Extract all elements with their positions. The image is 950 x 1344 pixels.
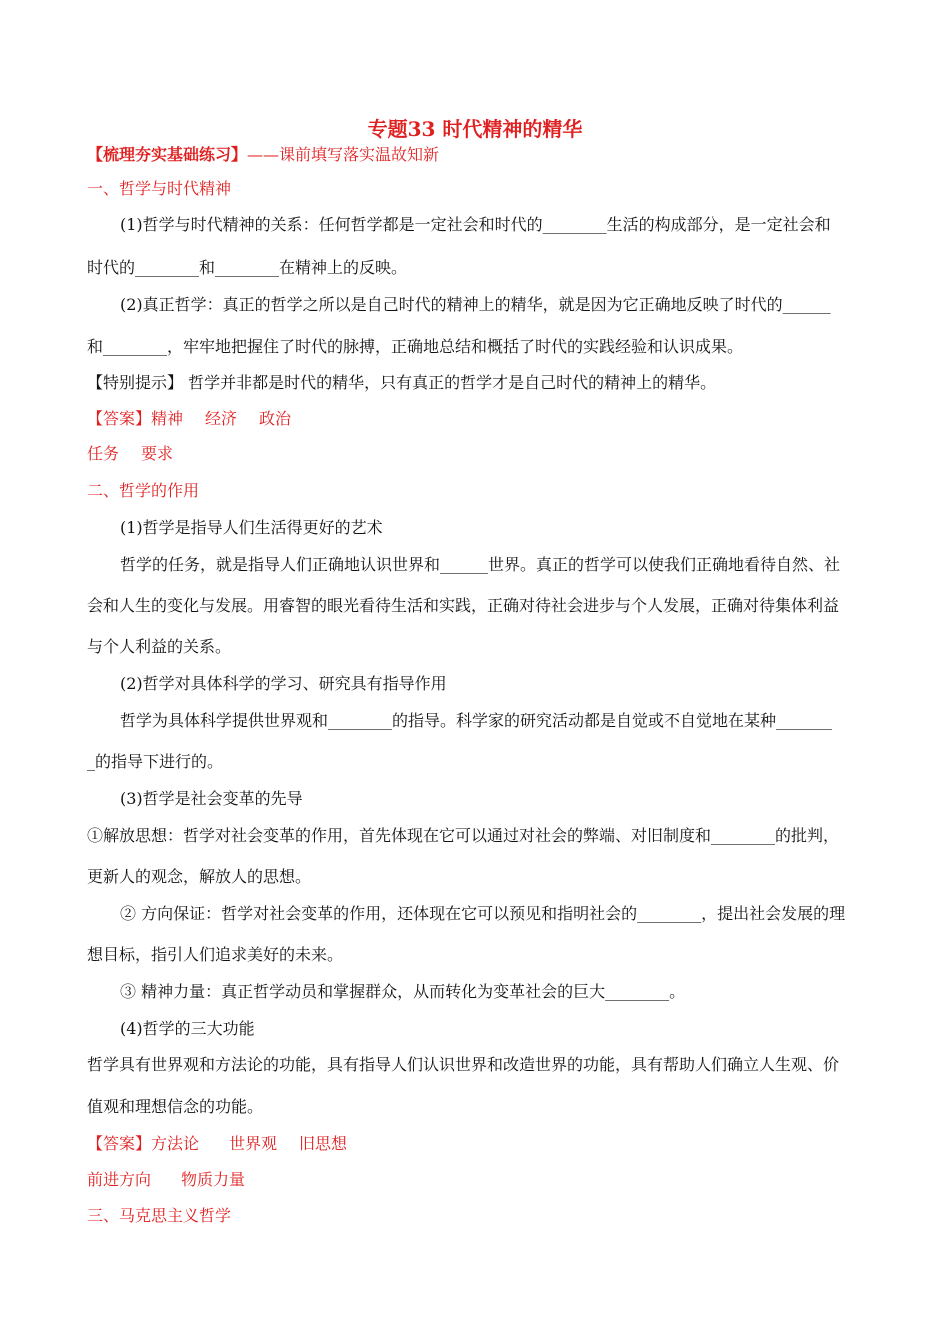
answer-item: 政治 bbox=[259, 409, 292, 428]
section1-p1-line2: 时代的________和________在精神上的反映。 bbox=[87, 258, 408, 277]
section2-s2-line1: 哲学为具体科学提供世界观和________的指导。科学家的研究活动都是自觉或不自觉地在某种_______ bbox=[120, 711, 833, 730]
section2-s3-title: (3)哲学是社会变革的先导 bbox=[120, 789, 303, 808]
section2-s3b-line1: ② 方向保证：哲学对社会变革的作用，还体现在它可以预见和指明社会的________，提出社会发展的理 bbox=[120, 904, 846, 923]
answer-item: 前进方向 bbox=[87, 1170, 152, 1189]
answer-line-2 bbox=[87, 444, 173, 464]
section2-s3c-line1: ③ 精神力量：真正哲学动员和掌握群众，从而转化为变革社会的巨大________。 bbox=[120, 982, 686, 1001]
section1-p2-line2: 和________，牢牢地把握住了时代的脉搏，正确地总结和概括了时代的实践经验和认识成果。 bbox=[87, 337, 744, 356]
special-tip: 【特别提示】 哲学并非都是时代的精华，只有真正的哲学才是自己时代的精神上的精华。 bbox=[87, 373, 717, 392]
section2-s1-line1: 哲学的任务，就是指导人们正确地认识世界和______世界。真正的哲学可以使我们正确地看待自然、社 bbox=[120, 555, 841, 574]
answer-line-4 bbox=[87, 1170, 245, 1190]
section2-heading: 二、哲学的作用 bbox=[87, 481, 200, 500]
section2-s2-title: (2)哲学对具体科学的学习、研究具有指导作用 bbox=[120, 674, 447, 693]
section3-heading: 三、马克思主义哲学 bbox=[87, 1206, 232, 1225]
section2-s4-line2: 值观和理想信念的功能。 bbox=[87, 1097, 264, 1116]
answer-item: 方法论 bbox=[151, 1134, 200, 1153]
section2-s2-line2: _的指导下进行的。 bbox=[87, 752, 224, 771]
section2-s4-title: (4)哲学的三大功能 bbox=[120, 1019, 255, 1038]
section2-s1-line2: 会和人生的变化与发展。用睿智的眼光看待生活和实践，正确对待社会进步与个人发展，正确对待集体利益 bbox=[87, 596, 840, 615]
section2-s4-line1: 哲学具有世界观和方法论的功能，具有指导人们认识世界和改造世界的功能，具有帮助人们确立人生观、价 bbox=[87, 1055, 840, 1074]
answer-item: 要求 bbox=[141, 444, 174, 463]
section2-s1-title: (1)哲学是指导人们生活得更好的艺术 bbox=[120, 518, 383, 537]
section1-p2-line1: (2)真正哲学：真正的哲学之所以是自己时代的精神上的精华，就是因为它正确地反映了时代的______ bbox=[120, 295, 831, 314]
answer-item: 任务 bbox=[87, 444, 120, 463]
answer-item: 世界观 bbox=[229, 1134, 278, 1153]
answer-item: 旧思想 bbox=[299, 1134, 348, 1153]
answer-item: 物质力量 bbox=[181, 1170, 246, 1189]
answer-item: 经济 bbox=[205, 409, 238, 428]
answer-tag: 【答案】 bbox=[87, 409, 152, 428]
section1-heading: 一、哲学与时代精神 bbox=[87, 179, 232, 198]
answer-item: 精神 bbox=[151, 409, 184, 428]
section2-s3b-line2: 想目标，指引人们追求美好的未来。 bbox=[87, 945, 344, 964]
section2-s3a-line2: 更新人的观念，解放人的思想。 bbox=[87, 867, 312, 886]
page-title: 专题33 时代精神的精华 bbox=[367, 117, 583, 141]
answer-tag: 【答案】 bbox=[87, 1134, 152, 1153]
section1-p1-line1: (1)哲学与时代精神的关系：任何哲学都是一定社会和时代的________生活的构成部分，是一定社会和 bbox=[120, 215, 831, 234]
section2-s1-line3: 与个人利益的关系。 bbox=[87, 637, 232, 656]
intro-tag: 【梳理夯实基础练习】 bbox=[87, 145, 248, 164]
intro-rest: ——课前填写落实温故知新 bbox=[247, 145, 440, 164]
answer-line-1 bbox=[87, 409, 291, 429]
answer-line-3 bbox=[87, 1134, 347, 1154]
intro-line bbox=[87, 145, 439, 165]
section2-s3a-line1: ①解放思想：哲学对社会变革的作用，首先体现在它可以通过对社会的弊端、对旧制度和________的批判， bbox=[87, 826, 840, 845]
